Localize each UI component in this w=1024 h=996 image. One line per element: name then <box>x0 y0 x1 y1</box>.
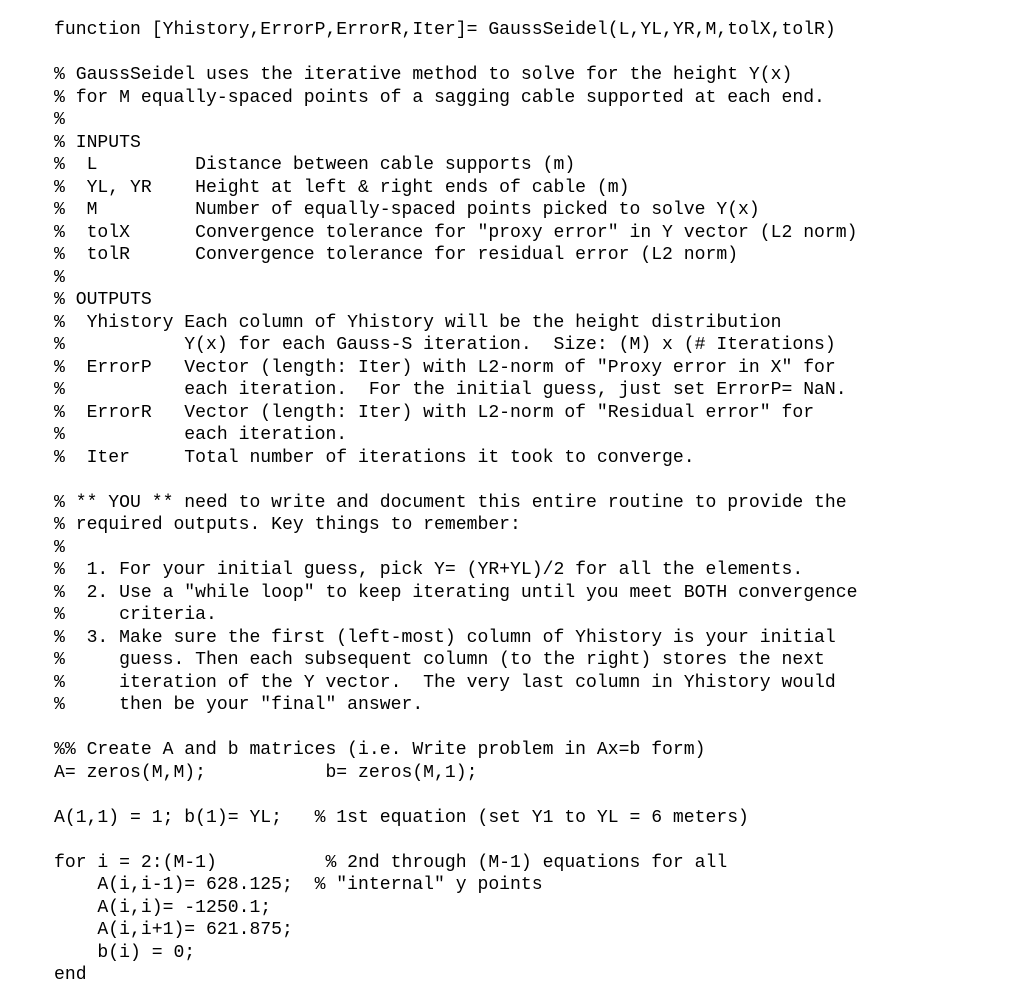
code-line-33: %% Create A and b matrices (i.e. Write problem in Ax=b form) <box>54 740 706 760</box>
code-line-37 <box>54 829 1024 852</box>
code-line-28: % 3. Make sure the first (left-most) column of Yhistory is your initial <box>54 627 836 648</box>
code-line-19: % each iteration. <box>54 425 348 445</box>
code-line-4: % for M equally-spaced points of a sagging cable supported at each end. <box>54 87 825 108</box>
code-line-12: % <box>54 267 65 288</box>
code-line-21 <box>54 469 1024 492</box>
code-line-40: A(i,i)= -1250.1; <box>54 897 272 918</box>
code-line-11: % tolR Convergence tolerance for residual error (L2 norm) <box>54 245 739 265</box>
code-line-34: A= zeros(M,M); b= zeros(M,1); <box>54 762 478 783</box>
code-line-35 <box>54 784 1024 807</box>
code-line-1: function [Yhistory,ErrorP,ErrorR,Iter]= GaussSeidel(L,YL,YR,M,tolX,tolR) <box>54 20 836 40</box>
code-line-7: % L Distance between cable supports (m) <box>54 155 576 175</box>
code-line-30: % iteration of the Y vector. The very last column in Yhistory would <box>54 672 836 693</box>
code-line-18: % ErrorR Vector (length: Iter) with L2-norm of "Residual error" for <box>54 402 815 423</box>
code-line-39: A(i,i-1)= 628.125; % "internal" y points <box>54 875 543 895</box>
code-line-23: % required outputs. Key things to remember: <box>54 515 521 535</box>
code-line-15: % Y(x) for each Gauss-S iteration. Size: (M) x (# Iterations) <box>54 335 836 355</box>
code-line-8: % YL, YR Height at left & right ends of cable (m) <box>54 177 630 198</box>
code-line-31: % then be your "final" answer. <box>54 695 424 715</box>
code-line-43: end <box>54 965 87 985</box>
code-line-2 <box>54 42 1024 65</box>
code-line-5: % <box>54 110 65 130</box>
code-line-10: % tolX Convergence tolerance for "proxy error" in Y vector (L2 norm) <box>54 222 858 243</box>
code-line-29: % guess. Then each subsequent column (to the right) stores the next <box>54 650 825 670</box>
code-line-32 <box>54 717 1024 740</box>
code-line-36: A(1,1) = 1; b(1)= YL; % 1st equation (set Y1 to YL = 6 meters) <box>54 807 749 828</box>
code-line-22: % ** YOU ** need to write and document this entire routine to provide the <box>54 492 847 513</box>
code-editor[interactable] <box>54 19 1024 996</box>
code-line-26: % 2. Use a "while loop" to keep iterating until you meet BOTH convergence <box>54 582 858 603</box>
code-line-41: A(i,i+1)= 621.875; <box>54 920 293 940</box>
code-line-42: b(i) = 0; <box>54 942 196 963</box>
code-line-25: % 1. For your initial guess, pick Y= (YR+YL)/2 for all the elements. <box>54 560 804 580</box>
code-line-13: % OUTPUTS <box>54 290 152 310</box>
code-line-17: % each iteration. For the initial guess, just set ErrorP= NaN. <box>54 380 847 400</box>
code-line-16: % ErrorP Vector (length: Iter) with L2-norm of "Proxy error in X" for <box>54 357 836 378</box>
code-line-3: % GaussSeidel uses the iterative method to solve for the height Y(x) <box>54 65 793 85</box>
code-line-27: % criteria. <box>54 605 217 625</box>
code-line-24: % <box>54 537 65 558</box>
code-line-9: % M Number of equally-spaced points picked to solve Y(x) <box>54 200 760 220</box>
code-line-14: % Yhistory Each column of Yhistory will be the height distribution <box>54 312 782 333</box>
code-line-38: for i = 2:(M-1) % 2nd through (M-1) equations for all <box>54 852 728 873</box>
code-line-20: % Iter Total number of iterations it took to converge. <box>54 447 695 468</box>
code-line-6: % INPUTS <box>54 132 141 153</box>
